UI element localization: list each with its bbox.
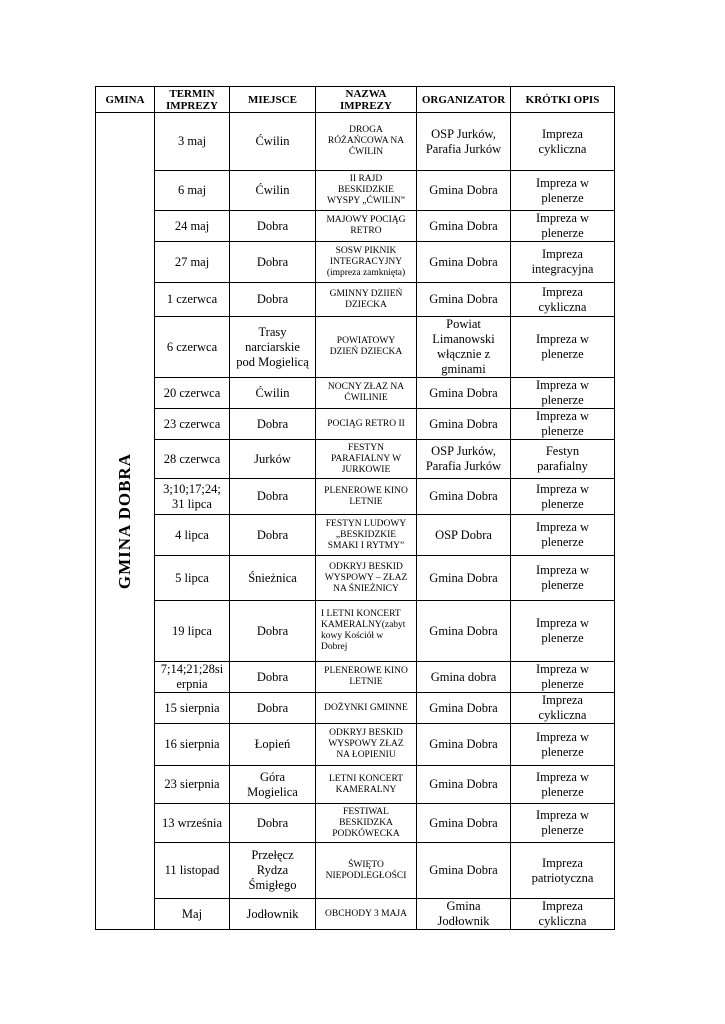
cell-organizator xyxy=(417,724,511,766)
nazwa-line: PODKÓWECKA xyxy=(332,828,400,839)
cell-opis xyxy=(511,211,615,242)
gmina-cell xyxy=(96,113,155,930)
nazwa-line: Dobrej xyxy=(321,642,348,652)
nazwa-line: RÓŻAŃCOWA NA xyxy=(327,136,405,146)
opis-line: Impreza w xyxy=(535,520,590,534)
cell-miejsce xyxy=(230,804,316,843)
opis-line: Impreza w xyxy=(535,662,590,676)
termin-line: 31 lipca xyxy=(172,496,212,511)
organizator-line: OSP Jurków, xyxy=(431,444,496,458)
cell-miejsce xyxy=(230,317,316,378)
cell-nazwa xyxy=(316,378,417,409)
cell-miejsce xyxy=(230,283,316,317)
opis-line: patriotyczna xyxy=(531,870,594,885)
nazwa-line: ODKRYJ BESKID xyxy=(329,728,403,738)
cell-miejsce xyxy=(230,843,316,899)
organizator-line: Parafia Jurków xyxy=(425,141,502,156)
nazwa-line: ODKRYJ BESKID xyxy=(329,561,403,572)
nazwa-line: RETRO xyxy=(350,226,382,236)
cell-organizator xyxy=(417,662,511,693)
termin-line: 11 listopad xyxy=(164,863,220,877)
nazwa-line: OBCHODY 3 MAJA xyxy=(325,908,407,919)
cell-nazwa xyxy=(316,766,417,804)
cell-opis xyxy=(511,693,615,724)
cell-nazwa xyxy=(316,724,417,766)
miejsce-line: Mogielica xyxy=(247,784,298,799)
cell-termin xyxy=(155,601,230,662)
cell-organizator xyxy=(417,283,511,317)
organizator-line: Gmina Dobra xyxy=(429,218,498,233)
opis-line: plenerze xyxy=(541,823,584,837)
cell-organizator xyxy=(417,171,511,211)
organizator-line: Gmina Dobra xyxy=(429,570,498,585)
organizator-line: OSP Dobra xyxy=(435,527,492,542)
nazwa-line: POCIĄG RETRO II xyxy=(327,418,405,429)
opis-line: plenerze xyxy=(541,226,584,240)
nazwa-line: MAJOWY POCIĄG xyxy=(326,215,406,225)
nazwa-line: SOSW PIKNIK xyxy=(335,245,397,256)
cell-opis xyxy=(511,317,615,378)
cell-organizator xyxy=(417,317,511,378)
miejsce-line: Dobra xyxy=(256,527,289,542)
cell-miejsce xyxy=(230,378,316,409)
termin-line: Maj xyxy=(181,906,203,921)
cell-opis xyxy=(511,724,615,766)
header-organizator: ORGANIZATOR xyxy=(417,87,511,113)
cell-termin xyxy=(155,766,230,804)
termin-line: 1 czerwca xyxy=(166,292,218,306)
organizator-line: Gmina Dobra xyxy=(429,385,498,400)
cell-opis xyxy=(511,378,615,409)
cell-organizator xyxy=(417,804,511,843)
miejsce-line: Dobra xyxy=(256,700,289,715)
table-row xyxy=(96,843,615,899)
nazwa-line: POWIATOWY xyxy=(336,336,396,346)
cell-miejsce xyxy=(230,242,316,283)
cell-opis xyxy=(511,766,615,804)
cell-organizator xyxy=(417,409,511,440)
table-row xyxy=(96,693,615,724)
nazwa-line: JURKOWIE xyxy=(341,464,391,475)
organizator-line: Limanowski xyxy=(432,332,495,346)
cell-termin xyxy=(155,515,230,556)
opis-line: Impreza w xyxy=(535,769,590,784)
cell-nazwa xyxy=(316,409,417,440)
termin-line: 19 lipca xyxy=(172,623,212,638)
opis-line: plenerze xyxy=(541,535,584,549)
opis-line: plenerze xyxy=(541,393,584,407)
nazwa-line: (impreza zamknięta) xyxy=(326,267,406,278)
cell-miejsce xyxy=(230,766,316,804)
opis-line: cykliczna xyxy=(538,299,587,314)
cell-opis xyxy=(511,113,615,171)
opis-line: Impreza xyxy=(542,284,583,299)
cell-nazwa xyxy=(316,601,417,662)
nazwa-line: FESTIWAL xyxy=(343,806,389,817)
table-row xyxy=(96,479,615,515)
opis-line: Impreza w xyxy=(535,211,590,225)
opis-line: cykliczna xyxy=(538,141,587,156)
opis-line: Impreza xyxy=(542,693,583,707)
cell-organizator xyxy=(417,211,511,242)
cell-miejsce xyxy=(230,440,316,479)
nazwa-line: ĆWILINIE xyxy=(344,393,388,403)
termin-line: 6 czerwca xyxy=(166,339,218,354)
cell-opis xyxy=(511,479,615,515)
opis-line: parafialny xyxy=(537,459,588,473)
termin-line: 23 czerwca xyxy=(163,416,221,431)
nazwa-line: GMINNY DZIIEŃ xyxy=(329,288,403,299)
organizator-line: Gmina Dobra xyxy=(429,254,498,269)
opis-line: Impreza w xyxy=(535,481,590,496)
header-termin: TERMIN IMPREZY xyxy=(155,87,230,113)
miejsce-line: Trasy xyxy=(258,324,287,339)
table-row xyxy=(96,409,615,440)
nazwa-line: SMAKI I RYTMY” xyxy=(327,540,405,551)
cell-organizator xyxy=(417,899,511,930)
miejsce-line: Ćwilin xyxy=(255,385,290,400)
nazwa-line: NIEPODLEGŁOŚCI xyxy=(325,870,407,881)
opis-line: cykliczna xyxy=(538,914,587,928)
cell-opis xyxy=(511,283,615,317)
cell-opis xyxy=(511,242,615,283)
cell-nazwa xyxy=(316,211,417,242)
organizator-line: Gmina Dobra xyxy=(429,416,498,431)
events-table xyxy=(95,86,615,930)
nazwa-line: BESKIDZKIE xyxy=(338,185,394,195)
nazwa-line: LETNIE xyxy=(349,677,383,687)
nazwa-line: INTEGRACYJNY xyxy=(329,256,403,267)
miejsce-line: Dobra xyxy=(256,669,289,684)
header-nazwa: NAZWA IMPREZY xyxy=(316,87,417,113)
cell-miejsce xyxy=(230,409,316,440)
organizator-line: Gmina Dobra xyxy=(429,183,498,197)
cell-nazwa xyxy=(316,283,417,317)
miejsce-line: Jurków xyxy=(254,451,291,466)
nazwa-line: DROGA xyxy=(349,125,383,135)
cell-termin xyxy=(155,409,230,440)
cell-termin xyxy=(155,378,230,409)
cell-termin xyxy=(155,113,230,171)
cell-organizator xyxy=(417,601,511,662)
miejsce-line: Dobra xyxy=(256,623,289,638)
nazwa-line: NA ŁOPIENIU xyxy=(336,750,396,760)
cell-termin xyxy=(155,479,230,515)
opis-line: Impreza w xyxy=(535,409,590,423)
nazwa-line: WYSPOWY ZŁAZ xyxy=(328,739,404,749)
cell-miejsce xyxy=(230,479,316,515)
cell-organizator xyxy=(417,378,511,409)
cell-miejsce xyxy=(230,693,316,724)
miejsce-line: Dobra xyxy=(256,815,289,830)
opis-line: plenerze xyxy=(541,190,584,205)
events-body xyxy=(96,113,615,930)
organizator-line: Gmina dobra xyxy=(430,669,497,684)
opis-line: Impreza xyxy=(542,126,583,141)
organizator-line: Gmina Dobra xyxy=(429,489,498,503)
table-row xyxy=(96,515,615,556)
opis-line: plenerze xyxy=(541,631,584,645)
cell-organizator xyxy=(417,766,511,804)
termin-line: 16 sierpnia xyxy=(164,737,220,751)
opis-line: Impreza w xyxy=(535,563,590,577)
cell-nazwa xyxy=(316,804,417,843)
nazwa-line: KAMERALNY(zabyt xyxy=(321,620,406,630)
miejsce-line: Dobra xyxy=(256,489,289,503)
miejsce-line: Dobra xyxy=(256,218,289,233)
table-row xyxy=(96,766,615,804)
cell-opis xyxy=(511,171,615,211)
cell-opis xyxy=(511,804,615,843)
cell-termin xyxy=(155,843,230,899)
cell-miejsce xyxy=(230,724,316,766)
header-miejsce: MIEJSCE xyxy=(230,87,316,113)
table-row xyxy=(96,601,615,662)
opis-line: Impreza w xyxy=(535,175,590,190)
opis-line: Impreza w xyxy=(535,378,590,392)
nazwa-line: ŚWIĘTO xyxy=(348,859,384,870)
cell-nazwa xyxy=(316,556,417,601)
cell-termin xyxy=(155,662,230,693)
cell-organizator xyxy=(417,843,511,899)
opis-line: Impreza w xyxy=(535,808,590,822)
cell-nazwa xyxy=(316,843,417,899)
opis-line: Festyn xyxy=(545,444,580,458)
nazwa-line: NA ŚNIEŻNICY xyxy=(333,583,399,594)
cell-nazwa xyxy=(316,242,417,283)
termin-line: 4 lipca xyxy=(175,527,209,542)
table-row xyxy=(96,804,615,843)
organizator-line: Gmina Dobra xyxy=(429,737,498,751)
miejsce-line: Ćwilin xyxy=(255,134,290,148)
miejsce-line: Śnieżnica xyxy=(248,570,297,585)
cell-opis xyxy=(511,409,615,440)
cell-opis xyxy=(511,440,615,479)
nazwa-line: KAMERALNY xyxy=(335,784,397,795)
nazwa-line: DZIECKA xyxy=(345,299,387,310)
cell-opis xyxy=(511,515,615,556)
cell-organizator xyxy=(417,693,511,724)
miejsce-line: narciarskie xyxy=(245,339,300,354)
cell-termin xyxy=(155,171,230,211)
table-row xyxy=(96,662,615,693)
organizator-line: Gmina Dobra xyxy=(429,777,498,791)
table-row xyxy=(96,440,615,479)
nazwa-line: PLENEROWE KINO xyxy=(324,485,408,496)
organizator-line: Gmina Dobra xyxy=(429,863,498,877)
cell-miejsce xyxy=(230,601,316,662)
opis-line: Impreza xyxy=(542,899,583,913)
cell-miejsce xyxy=(230,211,316,242)
miejsce-line: Dobra xyxy=(256,416,289,431)
termin-line: 28 czerwca xyxy=(163,451,221,466)
table-row xyxy=(96,171,615,211)
cell-organizator xyxy=(417,242,511,283)
cell-miejsce xyxy=(230,171,316,211)
termin-line: 13 września xyxy=(161,815,223,830)
miejsce-line: Łopień xyxy=(254,737,291,751)
opis-line: Impreza w xyxy=(535,616,590,630)
nazwa-line: kowy Kościół w xyxy=(321,631,384,641)
cell-miejsce xyxy=(230,113,316,171)
miejsce-line: Śmigłego xyxy=(248,878,297,892)
nazwa-line: PARAFIALNY W xyxy=(330,453,402,464)
organizator-line: włącznie z xyxy=(436,347,491,361)
header-opis: KRÓTKI OPIS xyxy=(511,87,615,113)
cell-opis xyxy=(511,556,615,601)
organizator-line: Gmina Dobra xyxy=(429,292,498,306)
cell-termin xyxy=(155,899,230,930)
nazwa-line: NOCNY ZŁAZ NA xyxy=(327,382,405,392)
opis-line: plenerze xyxy=(541,578,584,592)
nazwa-line: II RAJD xyxy=(349,174,383,184)
termin-line: 27 maj xyxy=(174,254,210,269)
table-row xyxy=(96,283,615,317)
gmina-label: GMINA DOBRA xyxy=(115,452,134,590)
organizator-line: Parafia Jurków xyxy=(425,459,502,473)
organizator-line: Gmina Dobra xyxy=(429,700,498,715)
cell-miejsce xyxy=(230,556,316,601)
opis-line: plenerze xyxy=(541,424,584,438)
cell-opis xyxy=(511,843,615,899)
termin-line: 3 maj xyxy=(177,134,207,148)
opis-line: Impreza w xyxy=(535,332,590,346)
cell-nazwa xyxy=(316,693,417,724)
termin-line: 15 sierpnia xyxy=(164,700,220,715)
cell-miejsce xyxy=(230,899,316,930)
table-row xyxy=(96,317,615,378)
opis-line: Impreza xyxy=(542,247,583,261)
cell-termin xyxy=(155,556,230,601)
nazwa-line: FESTYN xyxy=(348,442,384,453)
cell-miejsce xyxy=(230,515,316,556)
table-row xyxy=(96,211,615,242)
nazwa-line: I LETNI KONCERT xyxy=(321,609,401,619)
organizator-line: gminami xyxy=(441,362,486,376)
nazwa-line: PLENEROWE KINO xyxy=(324,666,408,676)
cell-termin xyxy=(155,211,230,242)
table-row xyxy=(96,724,615,766)
opis-line: cykliczna xyxy=(538,708,587,722)
cell-termin xyxy=(155,693,230,724)
table-row xyxy=(96,899,615,930)
nazwa-line: LETNI KONCERT xyxy=(328,773,404,784)
cell-nazwa xyxy=(316,515,417,556)
cell-opis xyxy=(511,601,615,662)
table-row xyxy=(96,113,615,171)
cell-nazwa xyxy=(316,440,417,479)
nazwa-line: WYSPY „ĆWILIN” xyxy=(326,196,405,206)
table-row xyxy=(96,556,615,601)
nazwa-line: DOŻYNKI GMINNE xyxy=(324,702,408,713)
cell-organizator xyxy=(417,556,511,601)
organizator-line: Gmina Dobra xyxy=(429,623,498,638)
cell-termin xyxy=(155,804,230,843)
nazwa-line: WYSPOWY – ZŁAZ xyxy=(324,572,408,583)
termin-line: 6 maj xyxy=(177,183,207,197)
miejsce-line: Dobra xyxy=(256,292,289,306)
miejsce-line: pod Mogielicą xyxy=(236,354,309,369)
nazwa-line: LETNIE xyxy=(349,496,383,507)
cell-nazwa xyxy=(316,662,417,693)
cell-opis xyxy=(511,662,615,693)
header-gmina: GMINA xyxy=(96,87,155,113)
nazwa-line: ĆWILIN xyxy=(348,147,384,157)
organizator-line: Gmina Dobra xyxy=(429,815,498,830)
cell-termin xyxy=(155,724,230,766)
nazwa-line: BESKIDZKA xyxy=(339,817,393,828)
opis-line: plenerze xyxy=(541,784,584,799)
cell-nazwa xyxy=(316,317,417,378)
cell-organizator xyxy=(417,479,511,515)
table-row xyxy=(96,378,615,409)
termin-line: 7;14;21;28si xyxy=(160,662,224,676)
termin-line: erpnia xyxy=(176,677,208,691)
opis-line: plenerze xyxy=(541,744,584,759)
termin-line: 3;10;17;24; xyxy=(163,481,221,496)
opis-line: integracyjna xyxy=(531,262,594,276)
termin-line: 20 czerwca xyxy=(163,385,221,400)
cell-termin xyxy=(155,440,230,479)
cell-organizator xyxy=(417,113,511,171)
cell-nazwa xyxy=(316,171,417,211)
termin-line: 23 sierpnia xyxy=(164,777,220,791)
miejsce-line: Przełęcz xyxy=(251,848,294,862)
organizator-line: Powiat xyxy=(446,317,481,331)
organizator-line: Gmina Jodłownik xyxy=(437,899,490,928)
miejsce-line: Jodłownik xyxy=(246,906,299,921)
miejsce-line: Rydza xyxy=(256,863,289,877)
opis-line: plenerze xyxy=(541,677,584,691)
cell-termin xyxy=(155,242,230,283)
cell-nazwa xyxy=(316,479,417,515)
cell-termin xyxy=(155,317,230,378)
cell-organizator xyxy=(417,515,511,556)
nazwa-line: DZIEŃ DZIECKA xyxy=(329,347,403,357)
organizator-line: OSP Jurków, xyxy=(431,126,496,141)
cell-nazwa xyxy=(316,899,417,930)
miejsce-line: Góra xyxy=(260,769,285,784)
table-row xyxy=(96,242,615,283)
cell-termin xyxy=(155,283,230,317)
header-row xyxy=(96,87,615,113)
nazwa-line: FESTYN LUDOWY xyxy=(325,518,407,529)
opis-line: Impreza xyxy=(542,855,583,870)
cell-nazwa xyxy=(316,113,417,171)
cell-miejsce xyxy=(230,662,316,693)
cell-opis xyxy=(511,899,615,930)
opis-line: plenerze xyxy=(541,496,584,511)
nazwa-line: „BESKIDZKIE xyxy=(335,529,397,540)
miejsce-line: Ćwilin xyxy=(255,183,290,197)
termin-line: 24 maj xyxy=(174,218,210,233)
opis-line: Impreza w xyxy=(535,729,590,744)
termin-line: 5 lipca xyxy=(175,570,209,585)
cell-organizator xyxy=(417,440,511,479)
opis-line: plenerze xyxy=(541,347,584,361)
miejsce-line: Dobra xyxy=(256,254,289,269)
